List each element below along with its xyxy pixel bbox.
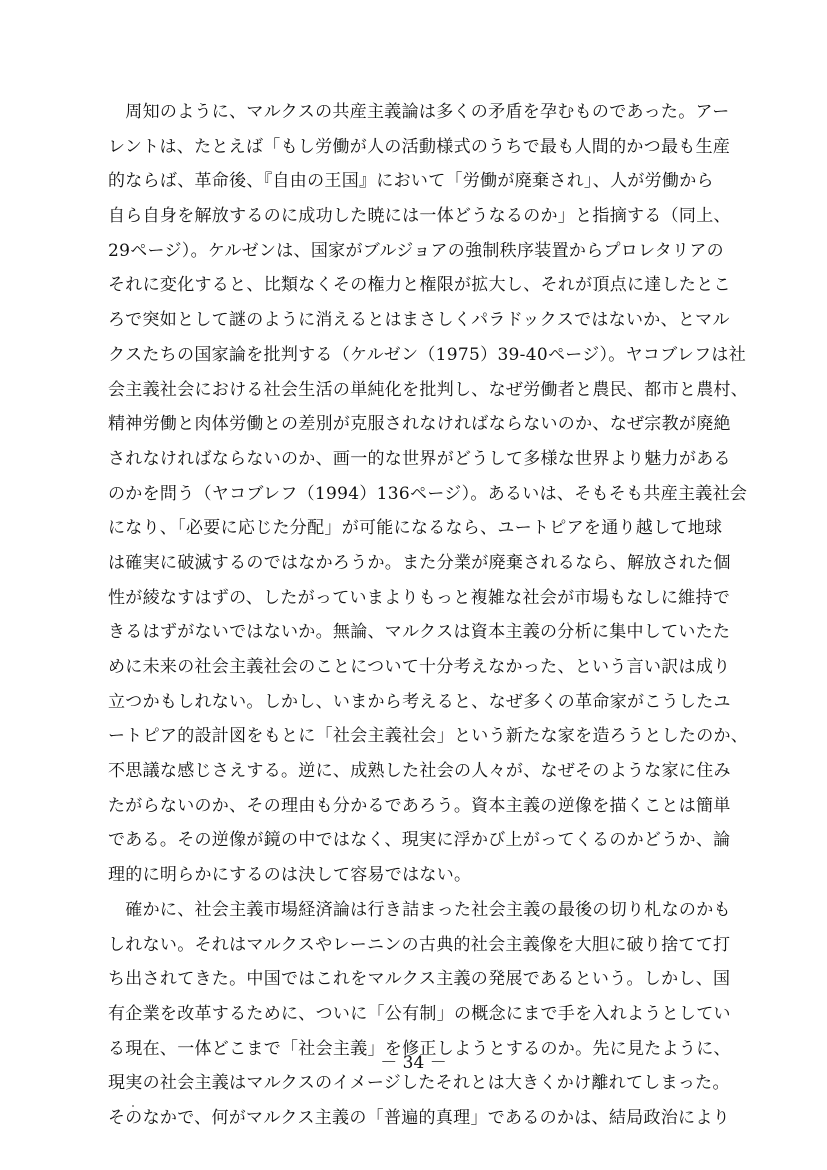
text-line: レントは、たとえば「もし労働が人の活動様式のうちで最も人間的かつ最も生産	[108, 136, 731, 157]
text-line: 有企業を改革するために、ついに「公有制」の概念にまで手を入れようとしてい	[108, 1003, 731, 1024]
text-line: 会主義社会における社会生活の単純化を批判し、なぜ労働者と農民、都市と農村、	[108, 379, 749, 400]
text-line: たがらないのか、その理由も分かるであろう。資本主義の逆像を描くことは簡単	[108, 795, 731, 816]
text-line: 的ならば、革命後、『自由の王国』において「労働が廃棄され」、人が労働から	[108, 171, 714, 192]
text-line: 確かに、社会主義市場経済論は行き詰まった社会主義の最後の切り札なのかも	[108, 899, 731, 920]
text-line: ろで突如として謎のように消えるとはまさしくパラドックスではないか、とマル	[108, 310, 730, 331]
text-line: 理的に明らかにするのは決して容易ではない。	[108, 865, 472, 886]
text-line: になり、「必要に応じた分配」が可能になるなら、ユートピアを通り越して地球	[108, 518, 723, 539]
page-number: － 34 －	[380, 1053, 447, 1073]
text-line: 29ページ）。ケルゼンは、国家がブルジョアの強制秩序装置からプロレタリアの	[108, 240, 724, 261]
text-line: 精神労働と肉体労働との差別が克服されなければならないのか、なぜ宗教が廃絶	[108, 414, 731, 435]
body-text	[108, 95, 758, 1136]
text-line: 立つかもしれない。しかし、いまから考えると、なぜ多くの革命家がこうしたユ	[108, 691, 731, 712]
text-line: 性が綾なすはずの、したがっていまよりもっと複雑な社会が市場もなしに維持で	[108, 587, 731, 608]
text-line: それに変化すると、比類なくその権力と権限が拡大し、それが頂点に達したとこ	[108, 275, 731, 296]
text-line: されなければならないのか、画一的な世界がどうして多様な世界より魅力がある	[108, 448, 731, 469]
text-line: 不思議な感じさえする。逆に、成熟した社会の人々が、なぜそのような家に住み	[108, 761, 731, 782]
text-line: クスたちの国家論を批判する（ケルゼン（1975）39-40ページ）。ヤコブレフは社	[108, 344, 747, 365]
text-line: である。その逆像が鏡の中ではなく、現実に浮かび上がってくるのかどうか、論	[108, 830, 731, 851]
text-line: は確実に破滅するのではなかろうか。また分業が廃棄されるなら、解放された個	[108, 552, 731, 573]
scan-speck	[132, 1105, 134, 1107]
text-line: のかを問う（ヤコブレフ（1994）136ページ）。あるいは、そもそも共産主義社会	[108, 483, 748, 504]
text-line: しれない。それはマルクスやレーニンの古典的社会主義像を大胆に破り捨てて打	[108, 934, 731, 955]
text-line: る現在、一体どこまで「社会主義」を修正しようとするのか。先に見たように、	[108, 1038, 731, 1059]
text-line: めに未来の社会主義社会のことについて十分考えなかった、という言い訳は成り	[108, 657, 731, 677]
text-line: 周知のように、マルクスの共産主義論は多くの矛盾を孕むものであった。アー	[108, 102, 730, 122]
text-line: ち出されてきた。中国ではこれをマルクス主義の発展であるという。しかし、国	[108, 969, 731, 990]
text-line: きるはずがないではないか。無論、マルクスは資本主義の分析に集中していたた	[108, 622, 731, 643]
text-line: 自ら自身を解放するのに成功した暁には一体どうなるのか」と指摘する（同上、	[108, 206, 731, 227]
text-line: そのなかで、何がマルクス主義の「普遍的真理」であるのかは、結局政治により	[108, 1107, 730, 1128]
text-line: 現実の社会主義はマルクスのイメージしたそれとは大きくかけ離れてしまった。	[108, 1073, 730, 1094]
text-line: ートピア的設計図をもとに「社会主義社会」という新たな家を造ろうとしたのか、	[108, 726, 749, 747]
